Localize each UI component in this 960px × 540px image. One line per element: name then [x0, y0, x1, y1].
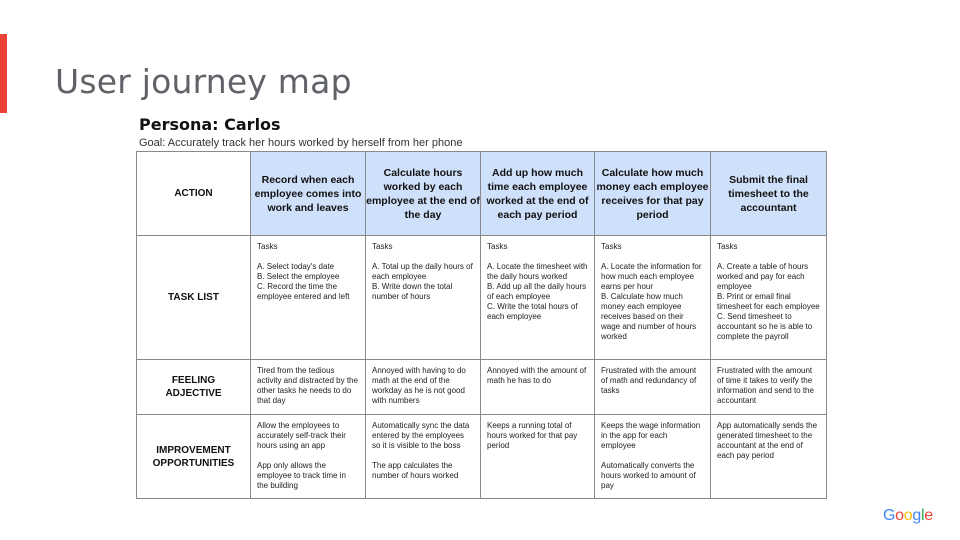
action-row	[137, 152, 827, 236]
task-cell	[481, 236, 595, 360]
google-logo	[883, 507, 933, 525]
action-cell: Submit the final timesheet to the accountant	[711, 152, 827, 236]
logo-letter: o	[895, 507, 904, 524]
slide-title: User journey map	[55, 62, 352, 101]
logo-letter: o	[903, 507, 913, 524]
tasks-label: Tasks	[717, 242, 738, 251]
task-items: A. Create a table of hours worked and pay for each employee B. Print or email final timesheet for each employee C. Send timesheet to accountant so he is able to complete the payroll	[717, 262, 820, 341]
task-cell	[711, 236, 827, 360]
task-row	[137, 236, 827, 360]
tasks-label: Tasks	[257, 242, 278, 251]
tasks-label: Tasks	[601, 242, 622, 251]
task-cell	[595, 236, 711, 360]
feeling-row	[137, 360, 827, 415]
feeling-cell: Frustrated with the amount of time it takes to verify the information and send to the accountant	[711, 360, 827, 415]
task-cell	[251, 236, 366, 360]
tasks-label: Tasks	[487, 242, 508, 251]
journey-table	[136, 151, 827, 499]
tasks-label: Tasks	[372, 242, 393, 251]
row-header-improvement: IMPROVEMENT OPPORTUNITIES	[137, 415, 251, 499]
improvement-cell: Keeps a running total of hours worked for that pay period	[481, 415, 595, 499]
improvement-cell: Allow the employees to accurately self-track their hours using an app App only allows the employee to track time in the building	[251, 415, 366, 499]
improvement-cell: Keeps the wage information in the app for each employee Automatically converts the hours worked to amount of pay	[595, 415, 711, 499]
persona-title: Persona: Carlos	[139, 115, 281, 134]
logo-letter: g	[912, 507, 921, 524]
action-cell: Calculate how much money each employee receives for that pay period	[595, 152, 711, 236]
task-cell	[366, 236, 481, 360]
logo-letter: e	[924, 507, 933, 524]
improvement-row	[137, 415, 827, 499]
feeling-cell: Frustrated with the amount of math and redundancy of tasks	[595, 360, 711, 415]
improvement-cell: App automatically sends the generated timesheet to the accountant at the end of each pay period	[711, 415, 827, 499]
logo-letter: l	[920, 507, 925, 524]
task-items: A. Total up the daily hours of each employee B. Write down the total number of hours	[372, 262, 473, 301]
feeling-cell: Annoyed with having to do math at the end of the workday as he is not good with numbers	[366, 360, 481, 415]
action-cell: Add up how much time each employee worked at the end of each pay period	[481, 152, 595, 236]
row-header-feeling: FEELING ADJECTIVE	[137, 360, 251, 415]
improvement-cell: Automatically sync the data entered by the employees so it is visible to the boss The app calculates the number of hours worked	[366, 415, 481, 499]
logo-letter: G	[883, 507, 896, 524]
action-cell: Record when each employee comes into work and leaves	[251, 152, 366, 236]
persona-goal: Goal: Accurately track her hours worked by herself from her phone	[139, 137, 463, 149]
task-items: A. Locate the timesheet with the daily hours worked B. Add up all the daily hours of each employee C. Write the total hours of each employee	[487, 262, 588, 321]
accent-bar	[0, 34, 7, 113]
task-items: A. Locate the information for how much each employee earns per hour B. Calculate how much money each employee receives based on their wage and number of hours worked	[601, 262, 702, 341]
row-header-task-list: TASK LIST	[137, 236, 251, 360]
action-cell: Calculate hours worked by each employee at the end of the day	[366, 152, 481, 236]
task-items: A. Select today's date B. Select the employee C. Record the time the employee entered and left	[257, 262, 350, 301]
feeling-cell: Tired from the tedious activity and distracted by the other tasks he needs to do that day	[251, 360, 366, 415]
row-header-action: ACTION	[137, 152, 251, 236]
feeling-cell: Annoyed with the amount of math he has to do	[481, 360, 595, 415]
